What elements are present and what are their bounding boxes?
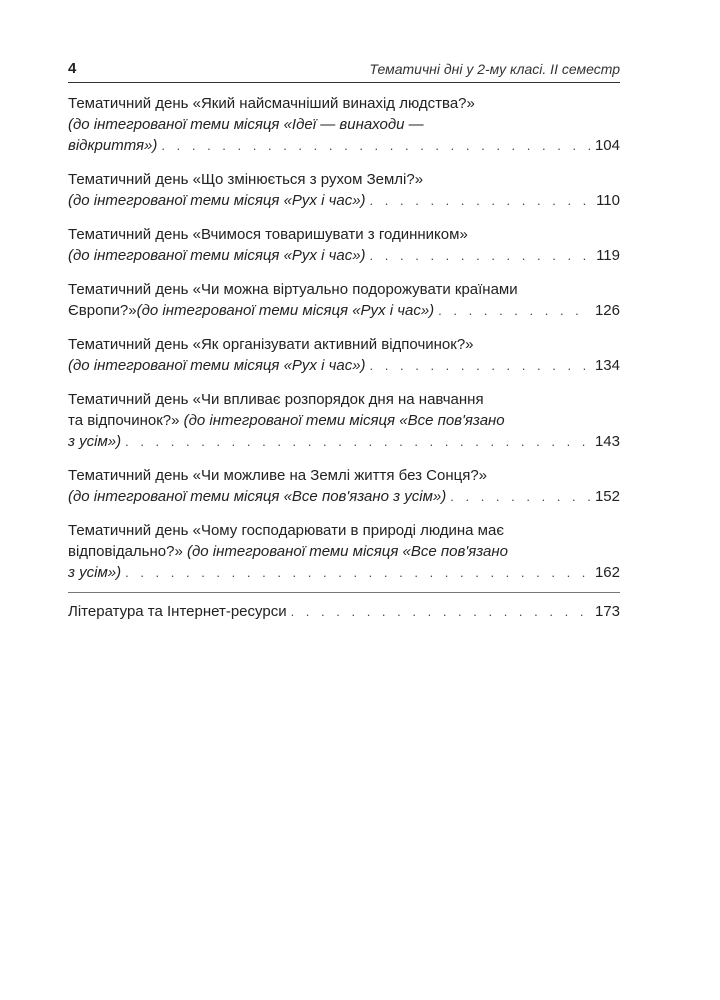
dot-leader — [370, 355, 591, 376]
dot-leader — [370, 190, 593, 211]
dot-leader — [291, 601, 591, 622]
toc-entry-title: Тематичний день «Який найсмачніший винахід людства?» — [68, 95, 475, 112]
toc-entry-title: Тематичний день «Чому господарювати в природі людина має — [68, 522, 504, 539]
toc-entry-subtitle: (до інтегрованої теми місяця «Рух і час») — [68, 192, 366, 209]
toc-entry[interactable] — [68, 389, 620, 452]
running-title: Тематичні дні у 2-му класі. ІІ семестр — [369, 61, 620, 77]
toc-entry[interactable] — [68, 224, 620, 266]
table-of-contents — [68, 93, 620, 622]
toc-page-number: 143 — [594, 433, 620, 450]
dot-leader — [125, 431, 591, 452]
page-header — [68, 58, 620, 83]
toc-entry-subtitle-end: з усім») — [68, 564, 122, 581]
toc-entry-subtitle: (до інтегрованої теми місяця «Ідеї — винаходи — — [68, 116, 424, 133]
page — [68, 58, 620, 635]
page-number: 4 — [68, 60, 77, 77]
toc-page-number: 162 — [594, 564, 620, 581]
toc-page-number: 104 — [594, 137, 620, 154]
toc-entry[interactable] — [68, 520, 620, 583]
toc-entry-subtitle: (до інтегрованої теми місяця «Рух і час») — [68, 357, 366, 374]
toc-page-number: 126 — [594, 302, 620, 319]
toc-entry-subtitle: (до інтегрованої теми місяця «Рух і час») — [136, 302, 435, 319]
toc-entry-subtitle-end: відкриття») — [68, 137, 158, 154]
toc-entry-title: Тематичний день «Як організувати активний відпочинок?» — [68, 336, 474, 353]
dot-leader — [370, 245, 593, 266]
toc-entry[interactable] — [68, 169, 620, 211]
toc-entry-subtitle: (до інтегрованої теми місяця «Рух і час») — [68, 247, 366, 264]
toc-entry-title-end: відповідально?» — [68, 543, 187, 560]
toc-entry-subtitle-end: з усім») — [68, 433, 122, 450]
toc-page-number: 110 — [596, 192, 620, 209]
toc-entry[interactable] — [68, 601, 620, 622]
toc-page-number: 173 — [594, 603, 620, 620]
toc-entry[interactable] — [68, 465, 620, 507]
toc-entry-title: Тематичний день «Чи впливає розпорядок дня на навчання — [68, 391, 484, 408]
toc-entry-subtitle: (до інтегрованої теми місяця «Все пов'язано з усім») — [68, 488, 447, 505]
toc-entry-title: Тематичний день «Чи можна віртуально подорожувати країнами — [68, 281, 518, 298]
toc-entry-title: Література та Інтернет-ресурси — [68, 603, 287, 620]
toc-entry-title-end: та відпочинок?» — [68, 412, 184, 429]
toc-entry-title: Тематичний день «Чи можливе на Землі життя без Сонця?» — [68, 467, 488, 484]
divider — [68, 592, 620, 593]
toc-page-number: 119 — [596, 247, 620, 264]
dot-leader — [161, 135, 591, 156]
toc-page-number: 134 — [594, 357, 620, 374]
toc-entry-title-end: Європи?» — [68, 302, 137, 319]
toc-entry[interactable] — [68, 279, 620, 321]
toc-entry[interactable] — [68, 93, 620, 156]
dot-leader — [438, 300, 591, 321]
toc-entry-subtitle: (до інтегрованої теми місяця «Все пов'язано — [186, 543, 508, 560]
toc-entry-title: Тематичний день «Вчимося товаришувати з годинником» — [68, 226, 468, 243]
toc-entry-subtitle: (до інтегрованої теми місяця «Все пов'язано — [183, 412, 505, 429]
toc-entry-title: Тематичний день «Що змінюється з рухом Землі?» — [68, 171, 424, 188]
toc-page-number: 152 — [594, 488, 620, 505]
dot-leader — [125, 562, 591, 583]
dot-leader — [450, 486, 591, 507]
toc-entry[interactable] — [68, 334, 620, 376]
